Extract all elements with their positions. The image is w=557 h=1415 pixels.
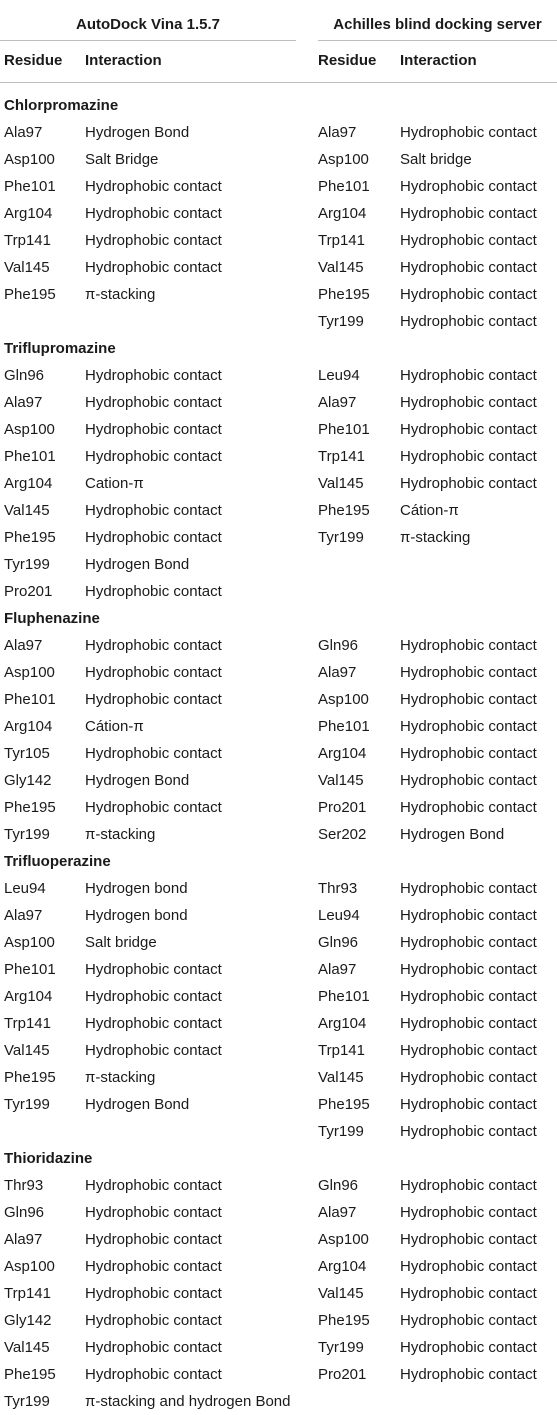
autodock-interaction-cell: Hydrophobic contact	[85, 205, 222, 222]
autodock-residue-cell: Pro201	[4, 583, 53, 600]
autodock-group-rule	[0, 40, 296, 41]
achilles-residue-cell: Gln96	[318, 637, 359, 654]
autodock-interaction-cell: Hydrophobic contact	[85, 799, 222, 816]
autodock-interaction-cell: Hydrophobic contact	[85, 1177, 222, 1194]
autodock-interaction-cell: Hydrophobic contact	[85, 367, 222, 384]
table-row	[0, 956, 557, 983]
table-body	[0, 92, 557, 1415]
achilles-interaction-cell: Hydrophobic contact	[400, 1069, 537, 1086]
table-row	[0, 1064, 557, 1091]
table-row	[0, 1280, 557, 1307]
achilles-residue-cell: Ala97	[318, 961, 357, 978]
autodock-residue-cell: Arg104	[4, 475, 53, 492]
autodock-residue-cell: Ala97	[4, 394, 43, 411]
achilles-interaction-cell: Hydrophobic contact	[400, 1096, 537, 1113]
achilles-residue-cell: Val145	[318, 475, 364, 492]
achilles-residue-cell: Phe101	[318, 178, 370, 195]
achilles-interaction-cell: Hydrophobic contact	[400, 718, 537, 735]
achilles-interaction-cell: Hydrophobic contact	[400, 421, 537, 438]
achilles-interaction-cell: Hydrophobic contact	[400, 691, 537, 708]
table-row	[0, 416, 557, 443]
achilles-interaction-cell: Hydrophobic contact	[400, 961, 537, 978]
autodock-residue-cell: Gln96	[4, 1204, 45, 1221]
autodock-interaction-cell: Hydrogen Bond	[85, 1096, 190, 1113]
achilles-interaction-cell: Hydrophobic contact	[400, 1042, 537, 1059]
autodock-interaction-cell: Hydrophobic contact	[85, 988, 222, 1005]
autodock-interaction-cell: Hydrophobic contact	[85, 178, 222, 195]
table-row	[0, 497, 557, 524]
autodock-residue-cell: Gly142	[4, 1312, 52, 1329]
autodock-interaction-cell: Hydrophobic contact	[85, 1339, 222, 1356]
achilles-interaction-cell: Hydrogen Bond	[400, 826, 505, 843]
autodock-interaction-cell: Hydrophobic contact	[85, 691, 222, 708]
autodock-residue-cell: Phe195	[4, 529, 56, 546]
autodock-residue-cell: Phe101	[4, 178, 56, 195]
table-row	[0, 524, 557, 551]
table-row	[0, 983, 557, 1010]
achilles-residue-cell: Ala97	[318, 1204, 357, 1221]
achilles-residue-cell: Val145	[318, 1285, 364, 1302]
achilles-interaction-cell: Hydrophobic contact	[400, 1366, 537, 1383]
achilles-residue-cell: Val145	[318, 259, 364, 276]
achilles-residue-cell: Phe195	[318, 1312, 370, 1329]
achilles-interaction-cell: Hydrophobic contact	[400, 772, 537, 789]
achilles-residue-cell: Tyr199	[318, 529, 364, 546]
autodock-interaction-cell: Hydrophobic contact	[85, 664, 222, 681]
compound-name: Chlorpromazine	[4, 97, 119, 114]
achilles-residue-cell: Phe101	[318, 718, 370, 735]
autodock-residue-cell: Gln96	[4, 367, 45, 384]
achilles-residue-cell: Gln96	[318, 1177, 359, 1194]
autodock-interaction-cell: Hydrophobic contact	[85, 745, 222, 762]
table-row	[0, 551, 557, 578]
autodock-interaction-cell: Cation-π	[85, 475, 144, 492]
achilles-interaction-cell: Hydrophobic contact	[400, 637, 537, 654]
achilles-residue-cell: Leu94	[318, 907, 360, 924]
table-row	[0, 1226, 557, 1253]
table-row	[0, 1091, 557, 1118]
table-row	[0, 632, 557, 659]
table-row	[0, 902, 557, 929]
autodock-residue-cell: Ala97	[4, 1231, 43, 1248]
autodock-residue-cell: Phe101	[4, 961, 56, 978]
achilles-interaction-cell: π-stacking	[400, 529, 471, 546]
autodock-interaction-cell: Hydrophobic contact	[85, 1042, 222, 1059]
table-row	[0, 1388, 557, 1415]
section-row	[0, 848, 557, 875]
achilles-residue-cell: Trp141	[318, 448, 365, 465]
achilles-residue-cell: Ser202	[318, 826, 367, 843]
achilles-residue-cell: Ala97	[318, 124, 357, 141]
autodock-residue-cell: Asp100	[4, 664, 55, 681]
autodock-residue-cell: Phe101	[4, 448, 56, 465]
autodock-interaction-cell: Hydrophobic contact	[85, 1312, 222, 1329]
table-row	[0, 1037, 557, 1064]
autodock-interaction-cell: π-stacking and hydrogen Bond	[85, 1393, 291, 1410]
achilles-interaction-cell: Hydrophobic contact	[400, 313, 537, 330]
autodock-residue-cell: Asp100	[4, 934, 55, 951]
achilles-residue-cell: Trp141	[318, 1042, 365, 1059]
achilles-residue-cell: Gln96	[318, 934, 359, 951]
achilles-residue-cell: Thr93	[318, 880, 358, 897]
table-row	[0, 200, 557, 227]
table-row	[0, 281, 557, 308]
autodock-residue-cell: Phe195	[4, 799, 56, 816]
section-row	[0, 92, 557, 119]
autodock-residue-cell: Asp100	[4, 421, 55, 438]
achilles-interaction-cell: Hydrophobic contact	[400, 799, 537, 816]
achilles-residue-cell: Tyr199	[318, 313, 364, 330]
achilles-interaction-cell: Hydrophobic contact	[400, 1123, 537, 1140]
autodock-residue-cell: Phe195	[4, 1069, 56, 1086]
autodock-interaction-cell: Hydrophobic contact	[85, 961, 222, 978]
group-header-row	[0, 0, 557, 42]
autodock-residue-cell: Val145	[4, 502, 50, 519]
achilles-interaction-cell: Hydrophobic contact	[400, 286, 537, 303]
autodock-residue-cell: Asp100	[4, 151, 55, 168]
autodock-interaction-cell: Hydrophobic contact	[85, 637, 222, 654]
achilles-residue-cell: Arg104	[318, 1015, 367, 1032]
table-row	[0, 1010, 557, 1037]
achilles-residue-cell: Asp100	[318, 1231, 369, 1248]
table-row	[0, 470, 557, 497]
autodock-interaction-cell: Hydrophobic contact	[85, 394, 222, 411]
autodock-residue-cell: Phe195	[4, 1366, 56, 1383]
achilles-interaction-cell: Hydrophobic contact	[400, 1015, 537, 1032]
autodock-residue-cell: Arg104	[4, 988, 53, 1005]
section-row	[0, 1145, 557, 1172]
table-row	[0, 929, 557, 956]
achilles-interaction-cell: Hydrophobic contact	[400, 1285, 537, 1302]
achilles-residue-cell: Pro201	[318, 799, 367, 816]
achilles-residue-cell: Tyr199	[318, 1339, 364, 1356]
autodock-residue-cell: Ala97	[4, 907, 43, 924]
autodock-residue-cell: Tyr199	[4, 1393, 50, 1410]
achilles-interaction-cell: Hydrophobic contact	[400, 880, 537, 897]
autodock-interaction-cell: Salt Bridge	[85, 151, 159, 168]
autodock-residue-cell: Tyr199	[4, 826, 50, 843]
autodock-residue-cell: Gly142	[4, 772, 52, 789]
achilles-interaction-cell: Hydrophobic contact	[400, 448, 537, 465]
autodock-residue-cell: Tyr199	[4, 556, 50, 573]
autodock-residue-cell: Val145	[4, 259, 50, 276]
achilles-interaction-cell: Cátion-π	[400, 502, 459, 519]
autodock-residue-cell: Arg104	[4, 205, 53, 222]
section-row	[0, 335, 557, 362]
table-row	[0, 227, 557, 254]
autodock-interaction-cell: π-stacking	[85, 286, 156, 303]
achilles-interaction-cell: Hydrophobic contact	[400, 178, 537, 195]
achilles-residue-cell: Tyr199	[318, 1123, 364, 1140]
table-row	[0, 308, 557, 335]
achilles-residue-cell: Val145	[318, 1069, 364, 1086]
achilles-interaction-cell: Hydrophobic contact	[400, 745, 537, 762]
achilles-residue-cell: Asp100	[318, 151, 369, 168]
autodock-interaction-cell: Hydrophobic contact	[85, 529, 222, 546]
achilles-group-rule	[318, 40, 557, 41]
achilles-interaction-cell: Hydrophobic contact	[400, 907, 537, 924]
achilles-residue-cell: Val145	[318, 772, 364, 789]
achilles-interaction-cell: Hydrophobic contact	[400, 367, 537, 384]
autodock-interaction-cell: Hydrophobic contact	[85, 232, 222, 249]
table-row	[0, 362, 557, 389]
table-row	[0, 1307, 557, 1334]
table-row	[0, 443, 557, 470]
achilles-interaction-cell: Hydrophobic contact	[400, 934, 537, 951]
achilles-interaction-cell: Salt bridge	[400, 151, 472, 168]
table-row	[0, 821, 557, 848]
table-row	[0, 875, 557, 902]
autodock-residue-cell: Phe195	[4, 286, 56, 303]
autodock-residue-cell: Phe101	[4, 691, 56, 708]
autodock-residue-cell: Thr93	[4, 1177, 44, 1194]
achilles-interaction-cell: Hydrophobic contact	[400, 259, 537, 276]
achilles-interaction-cell: Hydrophobic contact	[400, 1231, 537, 1248]
autodock-interaction-cell: Hydrogen bond	[85, 907, 188, 924]
autodock-residue-cell: Ala97	[4, 124, 43, 141]
achilles-residue-cell: Trp141	[318, 232, 365, 249]
achilles-interaction-cell: Hydrophobic contact	[400, 205, 537, 222]
autodock-residue-cell: Trp141	[4, 1015, 51, 1032]
table-row	[0, 146, 557, 173]
achilles-residue-cell: Ala97	[318, 664, 357, 681]
autodock-residue-cell: Tyr199	[4, 1096, 50, 1113]
achilles-interaction-cell: Hydrophobic contact	[400, 124, 537, 141]
autodock-interaction-cell: Hydrogen Bond	[85, 772, 190, 789]
autodock-interaction-cell: Cátion-π	[85, 718, 144, 735]
autodock-group-title: AutoDock Vina 1.5.7	[76, 16, 220, 33]
table-row	[0, 1172, 557, 1199]
autodock-residue-cell: Asp100	[4, 1258, 55, 1275]
autodock-interaction-cell: Hydrophobic contact	[85, 1258, 222, 1275]
column-header-row	[0, 42, 557, 83]
achilles-interaction-cell: Hydrophobic contact	[400, 475, 537, 492]
autodock-interaction-cell: Hydrophobic contact	[85, 1015, 222, 1032]
compound-name: Thioridazine	[4, 1150, 93, 1167]
achilles-interaction-header: Interaction	[400, 52, 477, 69]
table-row	[0, 1118, 557, 1145]
achilles-residue-cell: Asp100	[318, 691, 369, 708]
achilles-interaction-cell: Hydrophobic contact	[400, 988, 537, 1005]
achilles-residue-cell: Arg104	[318, 205, 367, 222]
autodock-interaction-cell: Hydrophobic contact	[85, 1204, 222, 1221]
achilles-interaction-cell: Hydrophobic contact	[400, 1204, 537, 1221]
achilles-residue-cell: Pro201	[318, 1366, 367, 1383]
achilles-residue-cell: Phe195	[318, 502, 370, 519]
table-row	[0, 173, 557, 200]
achilles-interaction-cell: Hydrophobic contact	[400, 394, 537, 411]
autodock-interaction-cell: Hydrophobic contact	[85, 1231, 222, 1248]
autodock-residue-cell: Val145	[4, 1339, 50, 1356]
achilles-interaction-cell: Hydrophobic contact	[400, 1177, 537, 1194]
achilles-residue-cell: Phe195	[318, 1096, 370, 1113]
achilles-residue-cell: Arg104	[318, 745, 367, 762]
table-row	[0, 119, 557, 146]
table-row	[0, 740, 557, 767]
autodock-interaction-cell: Hydrophobic contact	[85, 583, 222, 600]
autodock-residue-cell: Ala97	[4, 637, 43, 654]
table-row	[0, 254, 557, 281]
compound-name: Triflupromazine	[4, 340, 116, 357]
table-row	[0, 1253, 557, 1280]
autodock-interaction-cell: Hydrophobic contact	[85, 502, 222, 519]
table-row	[0, 767, 557, 794]
autodock-residue-cell: Arg104	[4, 718, 53, 735]
achilles-interaction-cell: Hydrophobic contact	[400, 1258, 537, 1275]
table-row	[0, 659, 557, 686]
autodock-interaction-cell: Hydrophobic contact	[85, 259, 222, 276]
autodock-interaction-header: Interaction	[85, 52, 162, 69]
table-row	[0, 686, 557, 713]
autodock-interaction-cell: Hydrogen Bond	[85, 556, 190, 573]
achilles-residue-cell: Arg104	[318, 1258, 367, 1275]
autodock-interaction-cell: Hydrophobic contact	[85, 421, 222, 438]
achilles-residue-cell: Phe101	[318, 421, 370, 438]
section-row	[0, 605, 557, 632]
autodock-interaction-cell: Hydrogen bond	[85, 880, 188, 897]
autodock-interaction-cell: Hydrophobic contact	[85, 1366, 222, 1383]
table-row	[0, 578, 557, 605]
achilles-residue-cell: Phe101	[318, 988, 370, 1005]
table-row	[0, 1199, 557, 1226]
autodock-residue-header: Residue	[4, 52, 63, 69]
autodock-interaction-cell: Hydrogen Bond	[85, 124, 190, 141]
achilles-interaction-cell: Hydrophobic contact	[400, 232, 537, 249]
compound-name: Fluphenazine	[4, 610, 100, 627]
achilles-interaction-cell: Hydrophobic contact	[400, 664, 537, 681]
compound-name: Trifluoperazine	[4, 853, 111, 870]
autodock-interaction-cell: Hydrophobic contact	[85, 448, 222, 465]
table-row	[0, 713, 557, 740]
table-row	[0, 1361, 557, 1388]
achilles-interaction-cell: Hydrophobic contact	[400, 1312, 537, 1329]
achilles-residue-cell: Leu94	[318, 367, 360, 384]
achilles-residue-cell: Ala97	[318, 394, 357, 411]
autodock-interaction-cell: Hydrophobic contact	[85, 1285, 222, 1302]
autodock-interaction-cell: Salt bridge	[85, 934, 157, 951]
achilles-residue-cell: Phe195	[318, 286, 370, 303]
table-row	[0, 389, 557, 416]
achilles-group-title: Achilles blind docking server	[333, 16, 542, 33]
achilles-residue-header: Residue	[318, 52, 377, 69]
autodock-residue-cell: Tyr105	[4, 745, 50, 762]
autodock-residue-cell: Trp141	[4, 232, 51, 249]
autodock-interaction-cell: π-stacking	[85, 1069, 156, 1086]
autodock-interaction-cell: π-stacking	[85, 826, 156, 843]
table-row	[0, 794, 557, 821]
autodock-residue-cell: Trp141	[4, 1285, 51, 1302]
autodock-residue-cell: Val145	[4, 1042, 50, 1059]
achilles-interaction-cell: Hydrophobic contact	[400, 1339, 537, 1356]
autodock-residue-cell: Leu94	[4, 880, 46, 897]
table-row	[0, 1334, 557, 1361]
